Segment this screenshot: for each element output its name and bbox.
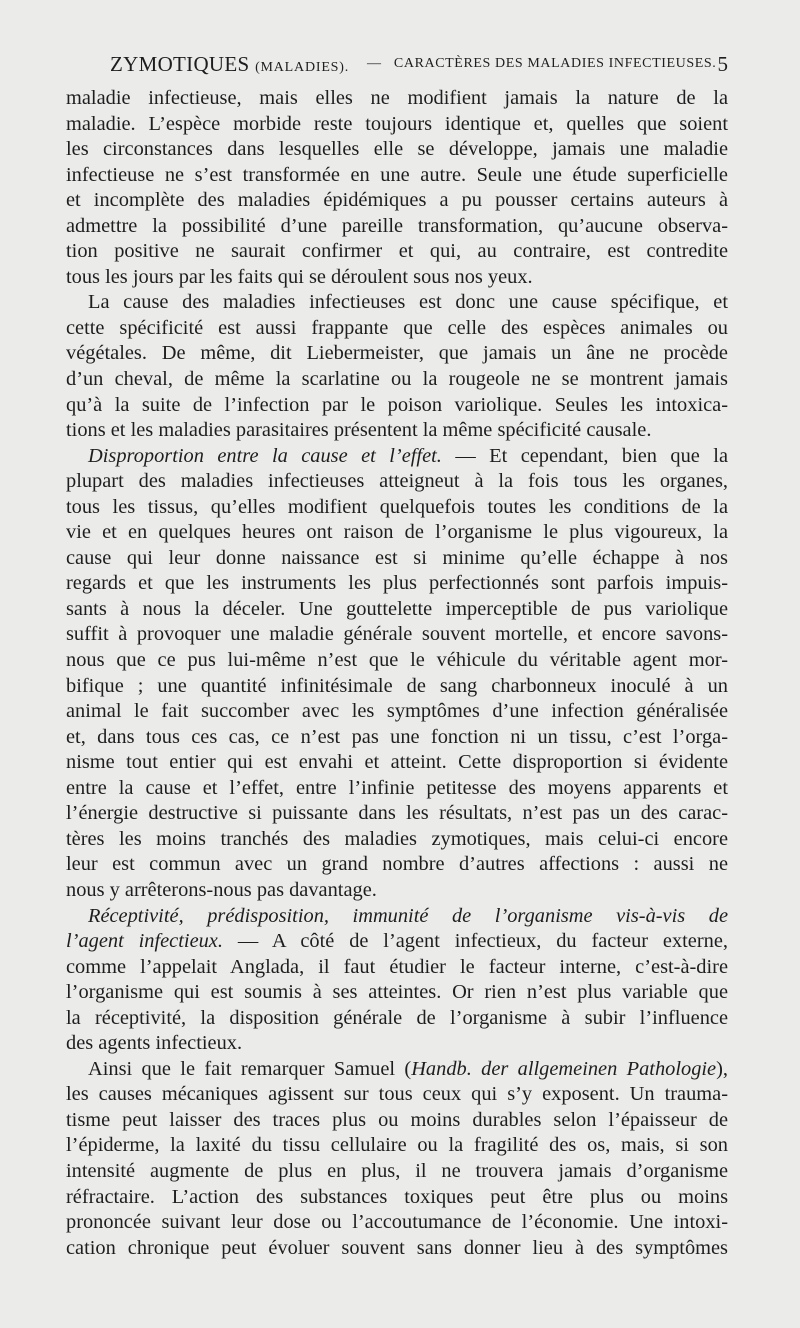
text-line [66, 648, 728, 674]
line-text: cation chronique peut évoluer souvent sans donner lieu à des symptômes [66, 1236, 728, 1259]
italic-heading: l’agent infectieux. [66, 930, 223, 953]
line-text: comme l’appelait Anglada, il faut étudier le facteur interne, c’est-à-dire [66, 955, 728, 978]
text-line [66, 725, 728, 751]
text-line [66, 571, 728, 597]
text-line [66, 827, 728, 853]
line-text: prononcée suivant leur dose ou l’accoutumance de l’économie. Une intoxi- [66, 1211, 728, 1234]
text-line [66, 1159, 728, 1185]
text-line [66, 469, 728, 495]
line-text: la réceptivité, la disposition générale de l’organisme à subir l’influence [66, 1006, 728, 1029]
line-text: maladie infectieuse, mais elles ne modifient jamais la nature de la [66, 87, 728, 109]
text-line [66, 265, 728, 291]
line-text: sants à nous la déceler. Une gouttelette imperceptible de pus variolique [66, 597, 728, 620]
page-body-text [66, 86, 728, 1261]
text-line [66, 393, 728, 419]
text-line [66, 495, 728, 521]
line-text: infectieuse ne s’est transformée en une autre. Seule une étude superficielle [66, 163, 728, 186]
text-line [66, 597, 728, 623]
line-text: nisme tout entier qui est envahi et atteint. Cette disproportion si évidente [66, 751, 728, 774]
text-line [66, 750, 728, 776]
page-number: 5 [717, 52, 728, 76]
line-text: bifique ; une quantité infinitésimale de sang charbonneux inoculé à un [66, 674, 728, 697]
line-text: leur est commun avec un grand nombre d’autres affections : aussi ne [66, 853, 728, 876]
line-text: — A côté de l’agent infectieux, du facteur externe, [222, 930, 728, 953]
text-line [66, 1031, 728, 1057]
line-text: tous les tissus, qu’elles modifient quelquefois toutes les conditions de la [66, 495, 728, 518]
header-dash: — [367, 56, 382, 71]
text-line [66, 239, 728, 265]
line-tail: ), [716, 1057, 728, 1080]
text-line [66, 878, 728, 904]
text-line [66, 214, 728, 240]
line-text: végétales. De même, dit Liebermeister, que jamais un âne ne procède [66, 342, 728, 365]
italic-reference: Handb. der allgemeinen Pathologie [411, 1057, 717, 1080]
line-text: regards et que les instruments les plus perfectionnés sont parfois impuis- [66, 572, 728, 595]
line-text: cause qui leur donne naissance est si minime qu’elle échappe à nos [66, 546, 728, 569]
line-text: les causes mécaniques agissent sur tous ceux qui s’y exposent. Un trauma- [66, 1083, 728, 1106]
line-text: — Et cependant, bien que la [441, 444, 728, 467]
text-line [66, 188, 728, 214]
text-line [66, 980, 728, 1006]
header-subtitle [367, 56, 716, 72]
text-line [66, 852, 728, 878]
text-line [66, 1108, 728, 1134]
line-text: réfractaire. L’action des substances toxiques peut être plus ou moins [66, 1185, 728, 1208]
line-text: La cause des maladies infectieuses est donc une cause spécifique, et [88, 291, 728, 314]
line-text: l’organisme qui est soumis à ses atteintes. Or rien n’est plus variable que [66, 981, 728, 1004]
line-text: les circonstances dans lesquelles elle se développe, jamais une maladie [66, 138, 728, 161]
header-title-paren: (MALADIES). [255, 60, 350, 75]
text-line [66, 341, 728, 367]
line-text: vie et en quelques heures ont raison de l’organisme le plus vigoureux, la [66, 521, 728, 544]
line-text: tion positive ne saurait confirmer et qui, au contraire, est contredite [66, 240, 728, 263]
line-text: Ainsi que le fait remarquer Samuel ( [88, 1057, 412, 1080]
header-title-text: ZYMOTIQUES [110, 52, 250, 76]
line-text: des agents infectieux. [66, 1032, 243, 1055]
text-line [66, 1133, 728, 1159]
text-line [66, 1082, 728, 1108]
line-text: nous y arrêterons-nous pas davantage. [66, 878, 377, 901]
text-line [66, 1057, 728, 1083]
text-line [66, 520, 728, 546]
line-text: et incomplète des maladies épidémiques a pu pousser certains auteurs à [66, 189, 728, 212]
line-text: entre la cause et l’effet, entre l’infinie petitesse des moyens apparents et [66, 776, 728, 799]
text-line [66, 163, 728, 189]
text-line [66, 444, 728, 470]
line-text: suffit à provoquer une maladie générale souvent mortelle, et encore savons- [66, 623, 728, 646]
text-line [66, 674, 728, 700]
text-line [66, 86, 728, 112]
line-text: tères les moins tranchés des maladies zymotiques, mais celui-ci encore [66, 827, 728, 850]
text-line [66, 112, 728, 138]
line-text: l’énergie destructive si puissante dans les résultats, n’est pas un des carac- [66, 802, 728, 825]
line-text: tous les jours par les faits qui se déroulent sous nos yeux. [66, 265, 533, 288]
line-text: animal le fait succomber avec les symptômes d’une infection généralisée [66, 700, 728, 723]
text-line [66, 699, 728, 725]
text-line [66, 622, 728, 648]
text-line [66, 367, 728, 393]
header-title [110, 52, 349, 77]
text-line [66, 316, 728, 342]
line-text: tions et les maladies parasitaires présentent la même spécificité causale. [66, 419, 652, 442]
header-subtitle-text: CARACTÈRES DES MALADIES INFECTIEUSES. [393, 56, 717, 71]
text-line [66, 290, 728, 316]
text-line [66, 418, 728, 444]
text-line [66, 776, 728, 802]
running-header [110, 50, 730, 82]
line-text: d’un cheval, de même la scarlatine ou la rougeole ne se montrent jamais [66, 368, 728, 391]
line-text: intensité augmente de plus en plus, il ne trouvera jamais d’organisme [66, 1159, 728, 1182]
line-text: cette spécificité est aussi frappante que celle des espèces animales ou [66, 316, 728, 339]
text-line [66, 955, 728, 981]
text-line [66, 1210, 728, 1236]
italic-heading: Réceptivité, prédisposition, immunité de l’organisme vis-à-vis de [88, 904, 728, 927]
text-line [66, 1236, 728, 1262]
text-line [66, 929, 728, 955]
text-line [66, 904, 728, 930]
line-text: et, dans tous ces cas, ce n’est pas une fonction ni un tissu, c’est l’orga- [66, 725, 728, 748]
line-text: tisme peut laisser des traces plus ou moins durables selon l’épaisseur de [66, 1108, 728, 1131]
text-line [66, 1185, 728, 1211]
text-line [66, 1006, 728, 1032]
line-text: maladie. L’espèce morbide reste toujours identique et, quelles que soient [66, 112, 728, 135]
line-text: admettre la possibilité d’une pareille transformation, qu’aucune observa- [66, 214, 728, 237]
line-text: qu’à la suite de l’infection par le poison variolique. Seules les intoxica- [66, 393, 728, 416]
text-line [66, 137, 728, 163]
text-line [66, 801, 728, 827]
text-line [66, 546, 728, 572]
line-text: l’épiderme, la laxité du tissu cellulaire ou la fragilité des os, mais, si son [66, 1134, 728, 1157]
italic-heading: Disproportion entre la cause et l’effet. [88, 444, 442, 467]
line-text: nous que ce pus lui-même n’est que le véhicule du véritable agent mor- [66, 649, 728, 672]
line-text: plupart des maladies infectieuses atteigneut à la fois tous les organes, [66, 470, 728, 493]
